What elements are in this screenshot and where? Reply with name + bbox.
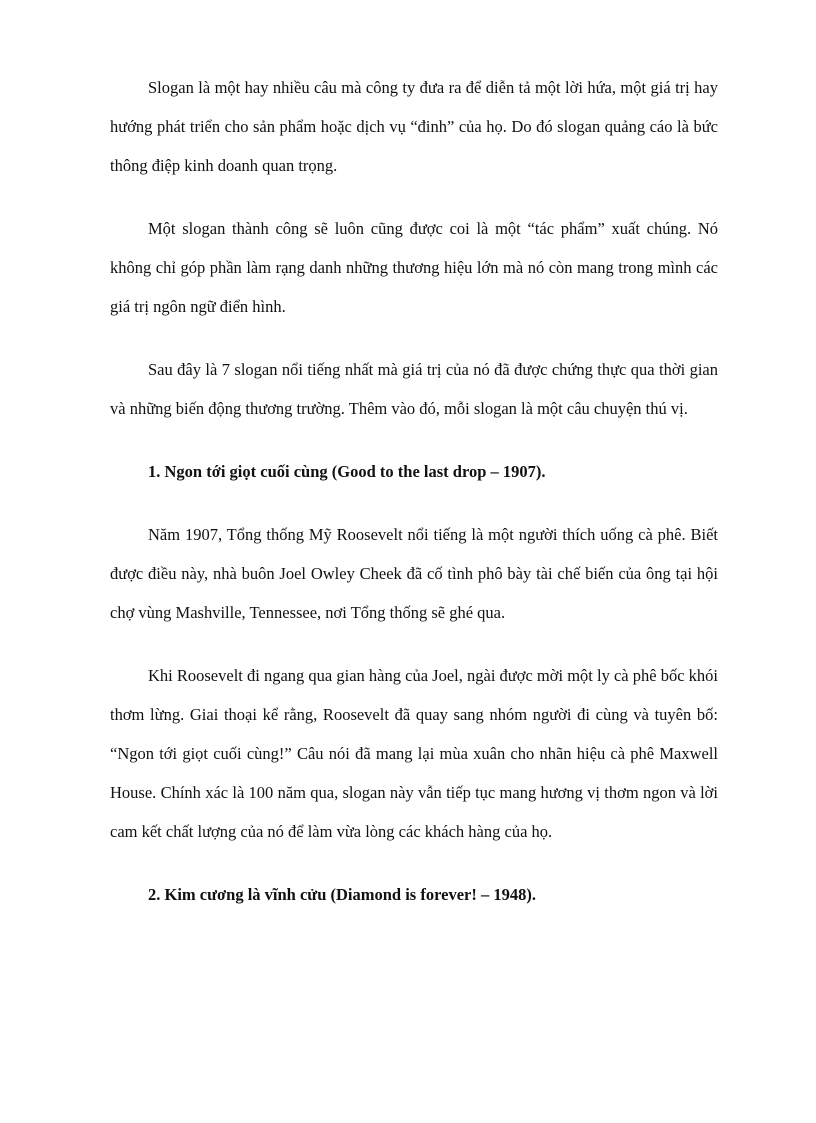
intro-paragraph-2: Một slogan thành công sẽ luôn cũng được coi là một “tác phẩm” xuất chúng. Nó không chỉ góp phần làm rạng danh những thương hiệu lớn mà nó còn mang trong mình các giá trị ngôn ngữ điển hình.	[110, 219, 718, 316]
section-2-heading: 2. Kim cương là vĩnh cửu (Diamond is forever! – 1948).	[148, 885, 536, 904]
intro-paragraph-1: Slogan là một hay nhiều câu mà công ty đưa ra để diễn tả một lời hứa, một giá trị hay hướng phát triển cho sản phẩm hoặc dịch vụ “đinh” của họ. Do đó slogan quảng cáo là bức thông điệp kinh doanh quan trọng.	[110, 78, 718, 175]
intro-paragraph-3: Sau đây là 7 slogan nổi tiếng nhất mà giá trị của nó đã được chứng thực qua thời gian và những biến động thương trường. Thêm vào đó, mỗi slogan là một câu chuyện thú vị.	[110, 360, 718, 418]
section-1-paragraph-1: Năm 1907, Tổng thống Mỹ Roosevelt nổi tiếng là một người thích uống cà phê. Biết được điều này, nhà buôn Joel Owley Cheek đã cố tình phô bày tài chế biến của ông tại hội chợ vùng Mashville, Tennessee, nơi Tổng thống sẽ ghé qua.	[110, 525, 718, 622]
section-1-heading: 1. Ngon tới giọt cuối cùng (Good to the last drop – 1907).	[148, 462, 546, 481]
section-1-paragraph-2: Khi Roosevelt đi ngang qua gian hàng của Joel, ngài được mời một ly cà phê bốc khói thơm lừng. Giai thoại kể rằng, Roosevelt đã quay sang nhóm người đi cùng và tuyên bố: “Ngon tới giọt cuối cùng!” Câu nói đã mang lại mùa xuân cho nhãn hiệu cà phê Maxwell House. Chính xác là 100 năm qua, slogan này vẫn tiếp tục mang hương vị thơm ngon và lời cam kết chất lượng của nó để làm vừa lòng các khách hàng của họ.	[110, 666, 718, 841]
document-page	[110, 68, 718, 938]
